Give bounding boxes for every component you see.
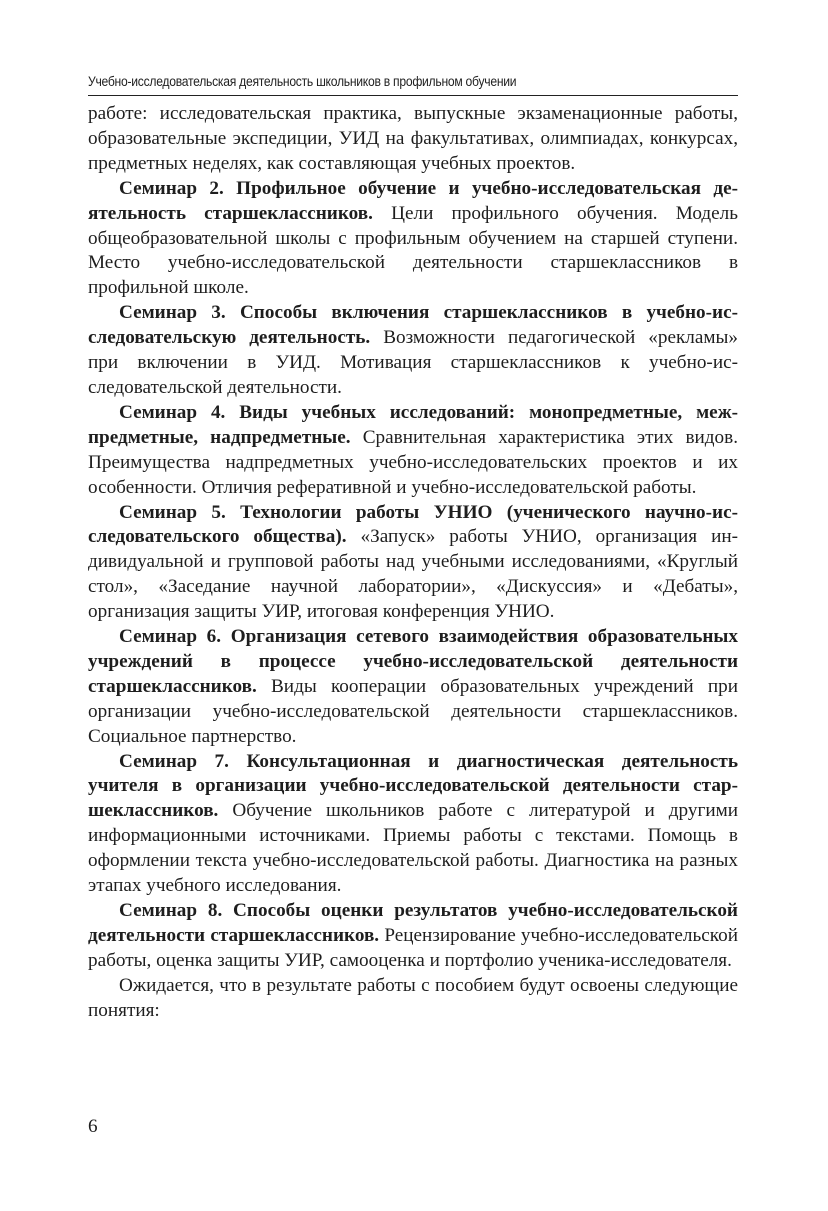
seminar-heading: Семинар 6. Организация сетевого взаимодействия образовательных учреждений в процессе учебно-исследовательской деятельности старшеклассников. (88, 626, 738, 697)
running-head: Учебно-исследовательская деятельность школьников в профильном обучении (88, 74, 517, 89)
paragraph-seminar-7 (88, 750, 738, 899)
paragraph-text: Обучение школьников работе с литературой и другими информационными источниками. Приемы работы с текстами. Помощь в оформлении текста учебно-исследовательской работы. Диагностика на разных этапах учебного исследования. (88, 800, 738, 897)
seminar-heading: Семинар 5. Технологии работы УНИО (ученического научно-исследовательского общества). (88, 501, 738, 548)
paragraph-text: Возможности педагогической «рекламы» при включении в УИД. Мотивация старшеклассников к учебно-исследовательской деятельности. (88, 327, 738, 398)
seminar-heading: Семинар 3. Способы включения старшеклассников в учебно-исследовательскую деятельность. (88, 302, 738, 349)
paragraph-expected-outcomes (88, 974, 738, 1024)
paragraph-text: «Запуск» работы УНИО, организация индивидуальной и групповой работы над учебными исследованиями, «Круглый стол», «Заседание научной лаборатории», «Дискуссия» и «Дебаты», организация защиты УИР, итоговая конференция УНИО. (88, 526, 739, 623)
paragraph-text: Ожидается, что в результате работы с пособием будут освоены следующие понятия: (88, 974, 738, 1021)
paragraph-text: Рецензирование учебно-исследовательской работы, оценка защиты УИР, самооценка и портфолио ученика-исследователя. (88, 924, 738, 971)
header-rule (88, 95, 738, 96)
paragraph-text: Цели профильного обучения. Модель общеобразовательной школы с профильным обучением на старшей ступени. Место учебно-исследовательской деятельности старшеклассников в профильной школе. (88, 202, 738, 299)
seminar-heading: Семинар 2. Профильное обучение и учебно-исследовательская деятельность старшеклассников. (88, 177, 738, 224)
paragraph-seminar-5 (88, 501, 738, 626)
seminar-heading: Семинар 8. Способы оценки результатов учебно-исследовательской деятельности старшеклассников. (88, 900, 738, 946)
paragraph-text: Виды кооперации образовательных учреждений при организации учебно-исследовательской деятельности старшеклассников. Социальное партнерство. (88, 675, 738, 747)
paragraph-text: Сравнительная характеристика этих видов. Преимущества надпредметных учебно-исследовательских проектов и их особенности. Отличия реферативной и учебно-исследовательской работы. (88, 426, 739, 498)
paragraph-seminar-8 (88, 899, 738, 974)
paragraph-text: работе: исследовательская практика, выпускные экзаменационные работы, образовательные экспедиции, УИД на факультативах, олимпиадах, конкурсах, предметных неделях, как составляющая учебных проектов. (88, 103, 738, 174)
paragraph-continuation (88, 102, 738, 177)
paragraph-seminar-6 (88, 625, 738, 750)
seminar-heading: Семинар 4. Виды учебных исследований: монопредметные, межпредметные, надпредметные. (88, 401, 738, 448)
paragraph-seminar-2 (88, 177, 738, 302)
paragraph-seminar-3 (88, 301, 738, 401)
paragraph-seminar-4 (88, 401, 738, 501)
body-text (88, 102, 738, 1024)
seminar-heading: Семинар 7. Консультационная и диагностическая деятельность учителя в организации учебно-исследовательской деятельности старшеклассников. (88, 750, 738, 822)
page-number: 6 (88, 1116, 98, 1137)
